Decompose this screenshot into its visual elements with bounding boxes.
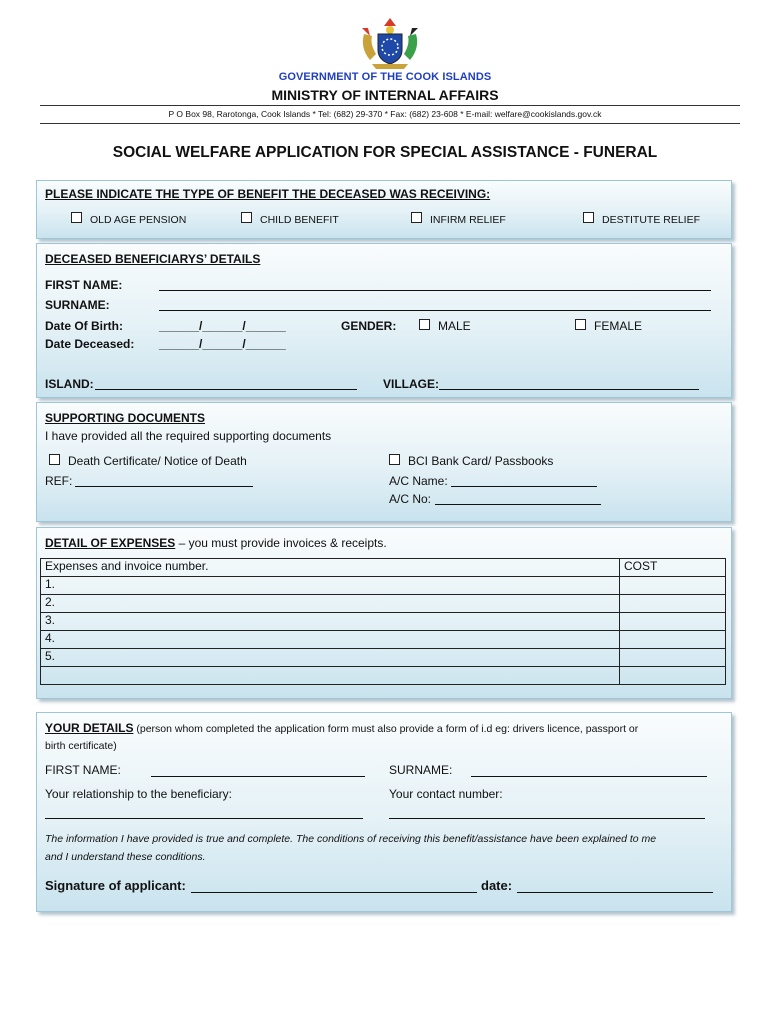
benefit-option-old-age-pension[interactable]: OLD AGE PENSION (71, 212, 186, 226)
contact-number-field[interactable] (389, 818, 705, 819)
applicant-first-name-label: FIRST NAME: (45, 763, 121, 777)
account-number-field[interactable] (435, 504, 601, 505)
applicant-note-continued: birth certificate) (45, 740, 117, 752)
declaration-text-continued: and I understand these conditions. (45, 851, 206, 863)
gender-female-option[interactable]: FEMALE (575, 319, 642, 333)
divider (40, 105, 740, 106)
cost-cell[interactable] (620, 595, 726, 613)
benefit-type-section (36, 180, 732, 239)
benefit-option-destitute-relief[interactable]: DESTITUTE RELIEF (583, 212, 700, 226)
deceased-details-section (36, 243, 732, 398)
cost-column-header: COST (620, 559, 726, 577)
expense-cell[interactable]: 3. (41, 613, 620, 631)
documents-statement: I have provided all the required supporting documents (45, 429, 332, 443)
village-label: VILLAGE: (383, 377, 439, 391)
cost-cell[interactable] (620, 667, 726, 685)
cost-cell[interactable] (620, 631, 726, 649)
expense-cell[interactable] (41, 667, 620, 685)
signature-label: Signature of applicant (45, 878, 182, 893)
table-row (41, 595, 726, 613)
island-field[interactable] (95, 389, 357, 390)
relationship-field[interactable] (45, 818, 363, 819)
dod-label: Date Deceased: (45, 337, 135, 351)
gender-label: GENDER: (341, 319, 397, 333)
expenses-heading-line (45, 536, 387, 550)
first-name-label: FIRST NAME: (45, 278, 123, 292)
ministry-name: MINISTRY OF INTERNAL AFFAIRS (271, 87, 499, 103)
deceased-heading: DECEASED BENEFICIARYS’ DETAILS (45, 252, 261, 266)
benefit-option-infirm-relief[interactable]: INFIRM RELIEF (411, 212, 506, 226)
government-name: GOVERNMENT OF THE COOK ISLANDS (278, 71, 492, 83)
date-label-line: date: (481, 878, 513, 893)
expenses-note: – you must provide invoices & receipts. (175, 536, 387, 550)
coat-of-arms-icon (350, 14, 430, 74)
expense-cell[interactable]: 1. (41, 577, 620, 595)
checkbox[interactable] (71, 212, 82, 223)
expense-cell[interactable]: 4. (41, 631, 620, 649)
declaration-text: The information I have provided is true and complete. The conditions of receiving this benefit/assistance have been explained to me (45, 833, 657, 845)
village-field[interactable] (439, 389, 699, 390)
divider (40, 123, 740, 124)
table-row (41, 649, 726, 667)
applicant-surname-field[interactable] (471, 776, 707, 777)
gender-male-option[interactable]: MALE (419, 319, 471, 333)
first-name-field[interactable] (159, 290, 711, 291)
applicant-details-section (36, 712, 732, 912)
ref-label: REF: (45, 474, 73, 488)
bci-bank-card-option[interactable]: BCI Bank Card/ Passbooks (389, 454, 553, 468)
checkbox[interactable] (583, 212, 594, 223)
benefit-option-child-benefit[interactable]: CHILD BENEFIT (241, 212, 339, 226)
form-title: SOCIAL WELFARE APPLICATION FOR SPECIAL ASSISTANCE - FUNERAL (112, 144, 658, 161)
cost-cell[interactable] (620, 613, 726, 631)
signature-field[interactable] (191, 892, 477, 893)
relationship-label: Your relationship to the beneficiary: (45, 787, 233, 801)
dod-field[interactable]: ______/______/______ (159, 337, 286, 351)
applicant-heading-line (45, 721, 638, 735)
account-name-label: A/C Name: (389, 474, 448, 488)
applicant-heading: YOUR DETAILS (45, 721, 134, 735)
checkbox[interactable] (575, 319, 586, 330)
expense-cell[interactable]: 2. (41, 595, 620, 613)
checkbox[interactable] (419, 319, 430, 330)
cost-cell[interactable] (620, 649, 726, 667)
death-certificate-option[interactable]: Death Certificate/ Notice of Death (49, 454, 247, 468)
date-field[interactable] (517, 892, 713, 893)
applicant-surname-label: SURNAME: (389, 763, 453, 777)
cost-cell[interactable] (620, 577, 726, 595)
account-number-label: A/C No: (389, 492, 432, 506)
checkbox[interactable] (241, 212, 252, 223)
dob-field[interactable]: ______/______/______ (159, 319, 286, 333)
expenses-table (40, 558, 726, 685)
checkbox[interactable] (389, 454, 400, 465)
table-row (41, 577, 726, 595)
surname-label: SURNAME: (45, 298, 110, 312)
contact-number-label: Your contact number: (389, 787, 503, 801)
dob-label: Date Of Birth: (45, 319, 123, 333)
expenses-column-header: Expenses and invoice number. (41, 559, 620, 577)
supporting-documents-section (36, 402, 732, 522)
expenses-heading: DETAIL OF EXPENSES (45, 536, 176, 550)
expenses-section (36, 527, 732, 699)
signature-label-line: Signature of applicant: (45, 878, 186, 893)
benefit-heading: PLEASE INDICATE THE TYPE OF BENEFIT THE DECEASED WAS RECEIVING: (45, 187, 491, 201)
contact-address: P O Box 98, Rarotonga, Cook Islands * Tel: (682) 29-370 * Fax: (682) 23-608 * E-mail: welfare@cookislands.gov.ck (168, 109, 602, 119)
table-row (41, 631, 726, 649)
island-label: ISLAND: (45, 377, 94, 391)
table-row (41, 613, 726, 631)
date-label: date (481, 878, 508, 893)
table-header-row (41, 559, 726, 577)
surname-field[interactable] (159, 310, 711, 311)
documents-heading: SUPPORTING DOCUMENTS (45, 411, 206, 425)
expense-cell[interactable]: 5. (41, 649, 620, 667)
applicant-first-name-field[interactable] (151, 776, 365, 777)
ref-field[interactable] (75, 486, 253, 487)
checkbox[interactable] (411, 212, 422, 223)
checkbox[interactable] (49, 454, 60, 465)
applicant-note: (person whom completed the application form must also provide a form of i.d eg: drivers licence, passport or (133, 723, 639, 735)
table-row (41, 667, 726, 685)
account-name-field[interactable] (451, 486, 597, 487)
